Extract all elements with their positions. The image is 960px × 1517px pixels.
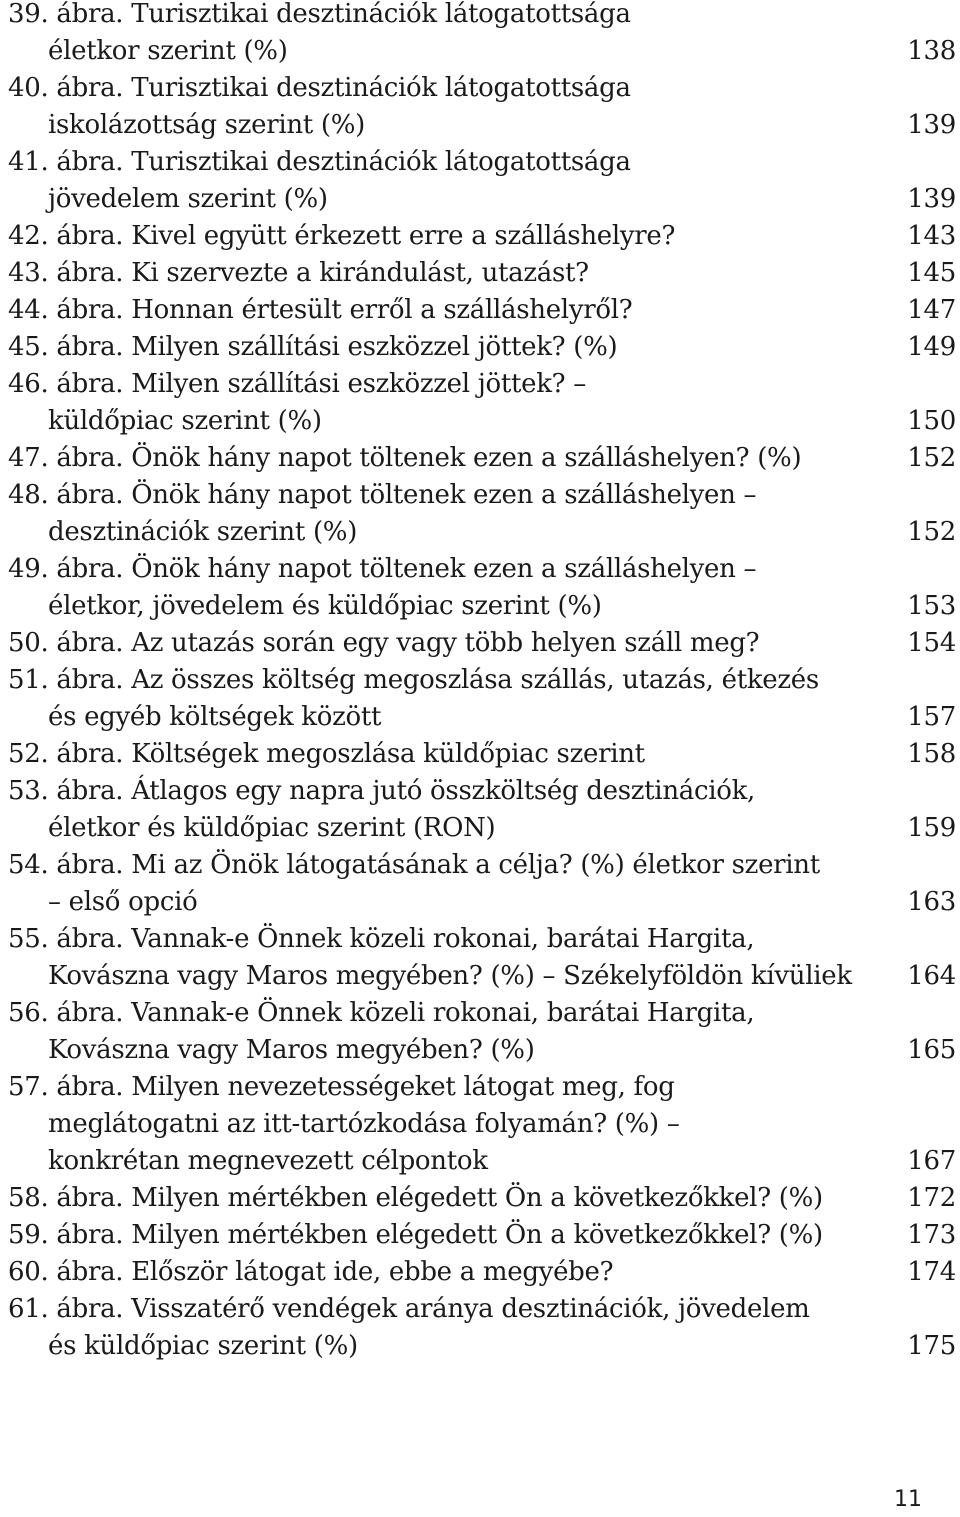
toc-entry	[8, 1291, 956, 1365]
toc-entry-page-number: 152	[907, 443, 956, 473]
toc-entry-title: 51. ábra. Az összes költség megoszlása szállás, utazás, étkezés	[8, 665, 819, 695]
toc-entry-title: 56. ábra. Vannak-e Önnek közeli rokonai, barátai Hargita,	[8, 998, 755, 1028]
toc-entry	[8, 1069, 956, 1180]
toc-entry-page-number: 167	[907, 1146, 956, 1176]
toc-entry	[8, 477, 956, 551]
toc-entry-title: 55. ábra. Vannak-e Önnek közeli rokonai, barátai Hargita,	[8, 924, 755, 954]
toc-entry-title: 50. ábra. Az utazás során egy vagy több helyen száll meg?	[8, 628, 760, 658]
toc-entry-page-number: 139	[907, 184, 956, 214]
toc-entry	[8, 218, 956, 255]
toc-entry-title-continuation: – első opció	[48, 887, 198, 917]
toc-entry	[8, 662, 956, 736]
toc-entry	[8, 255, 956, 292]
toc-entry-page-number: 164	[907, 961, 956, 991]
toc-entry-title: 44. ábra. Honnan értesült erről a szálláshelyről?	[8, 295, 633, 325]
toc-entry	[8, 440, 956, 477]
toc-entry-page-number: 145	[907, 258, 956, 288]
toc-entry-page-number: 138	[907, 36, 956, 66]
toc-entry-page-number: 165	[907, 1035, 956, 1065]
toc-entry-page-number: 159	[907, 813, 956, 843]
toc-entry-title-continuation: konkrétan megnevezett célpontok	[48, 1146, 488, 1176]
toc-entry-title-continuation: desztinációk szerint (%)	[48, 517, 358, 547]
toc-entry-title: 40. ábra. Turisztikai desztinációk látogatottsága	[8, 73, 631, 103]
toc-entry-title-continuation: küldőpiac szerint (%)	[48, 406, 322, 436]
toc-entry-page-number: 173	[907, 1220, 956, 1250]
toc-entry-title: 48. ábra. Önök hány napot töltenek ezen a szálláshelyen –	[8, 480, 757, 510]
toc-entry-title-continuation: életkor és küldőpiac szerint (RON)	[48, 813, 496, 843]
toc-entry-title: 52. ábra. Költségek megoszlása küldőpiac szerint	[8, 739, 645, 769]
toc-entry	[8, 1217, 956, 1254]
toc-entry-title: 61. ábra. Visszatérő vendégek aránya desztinációk, jövedelem	[8, 1294, 810, 1324]
toc-entry-page-number: 157	[907, 702, 956, 732]
toc-entry	[8, 921, 956, 995]
toc-entry-title: 39. ábra. Turisztikai desztinációk látogatottsága	[8, 0, 631, 29]
toc-entry	[8, 847, 956, 921]
toc-entry-page-number: 163	[907, 887, 956, 917]
toc-entry-page-number: 172	[907, 1183, 956, 1213]
toc-entry-title: 57. ábra. Milyen nevezetességeket látogat meg, fog	[8, 1072, 675, 1102]
toc-entry	[8, 70, 956, 144]
toc-entry-title: 41. ábra. Turisztikai desztinációk látogatottsága	[8, 147, 631, 177]
toc-entry-title: 53. ábra. Átlagos egy napra jutó összköltség desztinációk,	[8, 776, 756, 806]
toc-entry-page-number: 147	[907, 295, 956, 325]
toc-entry	[8, 551, 956, 625]
toc-entry-page-number: 175	[907, 1331, 956, 1361]
toc-entry-title: 49. ábra. Önök hány napot töltenek ezen a szálláshelyen –	[8, 554, 757, 584]
toc-entry-title-continuation: Kovászna vagy Maros megyében? (%)	[48, 1035, 535, 1065]
toc-entry	[8, 144, 956, 218]
toc-entry-title-continuation: meglátogatni az itt-tartózkodása folyamán? (%) –	[48, 1109, 680, 1139]
toc-entry-page-number: 158	[907, 739, 956, 769]
toc-entry	[8, 0, 956, 70]
toc-entry-title-continuation: életkor, jövedelem és küldőpiac szerint (%)	[48, 591, 602, 621]
toc-entry-title-continuation: és küldőpiac szerint (%)	[48, 1331, 358, 1361]
toc-entry	[8, 773, 956, 847]
toc-entry-page-number: 143	[907, 221, 956, 251]
toc-entry-title: 46. ábra. Milyen szállítási eszközzel jöttek? –	[8, 369, 586, 399]
toc-entry-title: 60. ábra. Először látogat ide, ebbe a megyébe?	[8, 1257, 614, 1287]
toc-entry	[8, 625, 956, 662]
table-of-contents	[8, 0, 956, 1365]
toc-entry-page-number: 152	[907, 517, 956, 547]
toc-entry-title-continuation: életkor szerint (%)	[48, 36, 288, 66]
page-number: 11	[894, 1487, 922, 1512]
toc-entry-title-continuation: jövedelem szerint (%)	[48, 184, 328, 214]
toc-entry-page-number: 150	[907, 406, 956, 436]
toc-entry-title-continuation: Kovászna vagy Maros megyében? (%) – Székelyföldön kívüliek	[48, 961, 852, 991]
toc-entry	[8, 366, 956, 440]
toc-entry-page-number: 139	[907, 110, 956, 140]
toc-entry-title: 42. ábra. Kivel együtt érkezett erre a szálláshelyre?	[8, 221, 676, 251]
toc-entry-page-number: 154	[907, 628, 956, 658]
toc-entry-page-number: 149	[907, 332, 956, 362]
toc-entry	[8, 1180, 956, 1217]
toc-entry-title: 45. ábra. Milyen szállítási eszközzel jöttek? (%)	[8, 332, 618, 362]
toc-entry-title-continuation: iskolázottság szerint (%)	[48, 110, 366, 140]
toc-entry	[8, 329, 956, 366]
toc-entry-title: 59. ábra. Milyen mértékben elégedett Ön a következőkkel? (%)	[8, 1220, 823, 1250]
toc-entry	[8, 1254, 956, 1291]
toc-entry	[8, 736, 956, 773]
toc-entry	[8, 292, 956, 329]
toc-entry	[8, 995, 956, 1069]
toc-entry-title: 54. ábra. Mi az Önök látogatásának a célja? (%) életkor szerint	[8, 850, 820, 880]
toc-entry-title: 47. ábra. Önök hány napot töltenek ezen a szálláshelyen? (%)	[8, 443, 802, 473]
toc-entry-title: 58. ábra. Milyen mértékben elégedett Ön a következőkkel? (%)	[8, 1183, 823, 1213]
toc-entry-title: 43. ábra. Ki szervezte a kirándulást, utazást?	[8, 258, 589, 288]
toc-entry-page-number: 174	[907, 1257, 956, 1287]
toc-entry-title-continuation: és egyéb költségek között	[48, 702, 382, 732]
toc-entry-page-number: 153	[907, 591, 956, 621]
